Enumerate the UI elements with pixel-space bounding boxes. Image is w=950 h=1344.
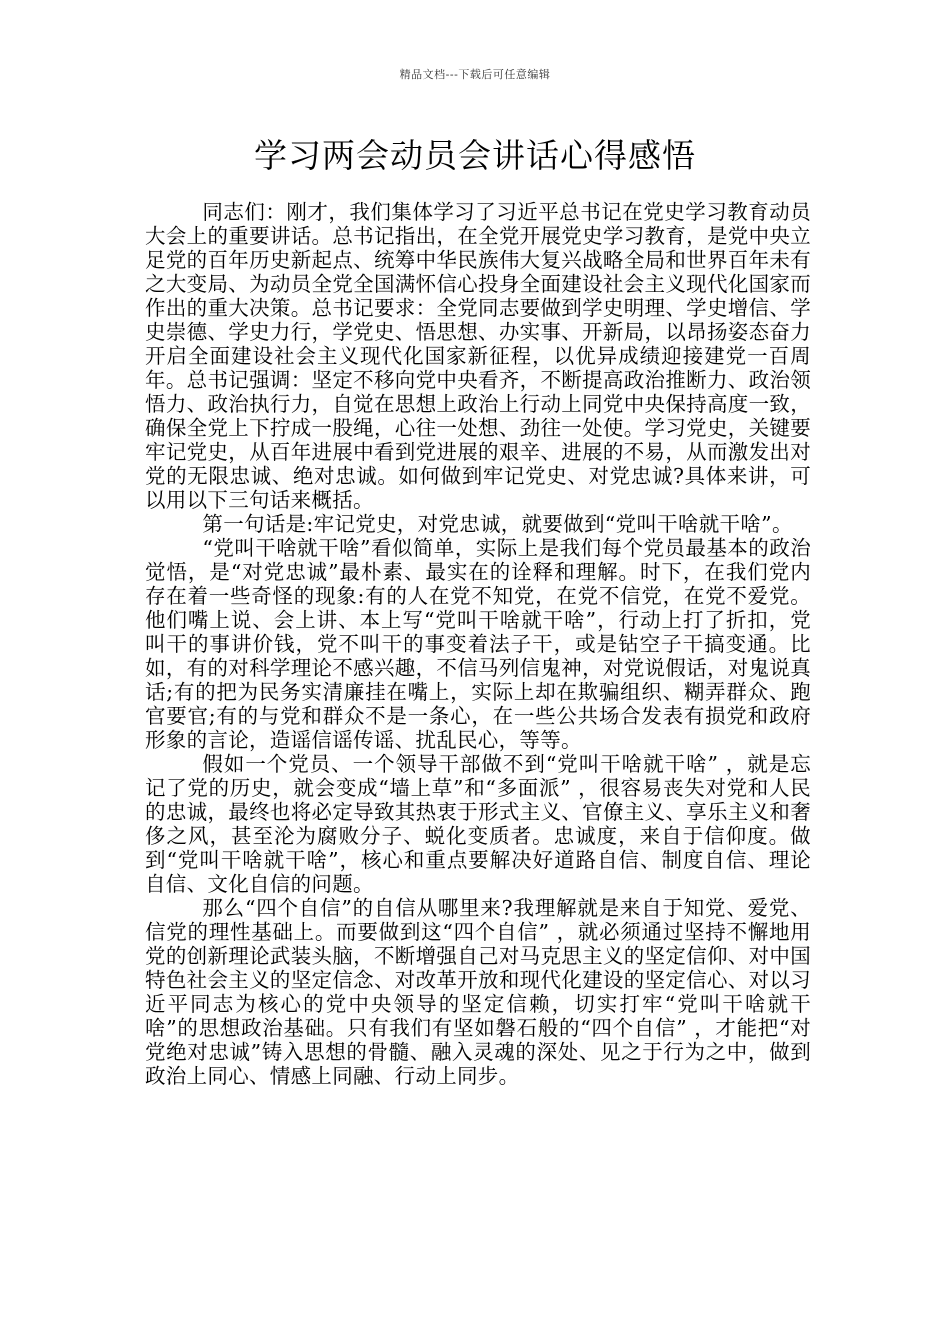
document-body <box>145 200 811 1088</box>
paragraph-1: 同志们：刚才，我们集体学习了习近平总书记在党史学习教育动员大会上的重要讲话。总书记指出，在全党开展党史学习教育，是党中央立足党的百年历史新起点、统筹中华民族伟大复兴战略全局和世界百年未有之大变局、为动员全党全国满怀信心投身全面建设社会主义现代化国家而作出的重大决策。总书记要求：全党同志要做到学史明理、学史增信、学史崇德、学史力行，学党史、悟思想、办实事、开新局，以昂扬姿态奋力开启全面建设社会主义现代化国家新征程，以优异成绩迎接建党一百周年。总书记强调：坚定不移向党中央看齐，不断提高政治推断力、政治领悟力、政治执行力，自觉在思想上政治上行动上同党中央保持高度一致，确保全党上下拧成一股绳，心往一处想、劲往一处使。学习党史，关键要牢记党史，从百年进展中看到党进展的艰辛、进展的不易，从而激发出对党的无限忠诚、绝对忠诚。如何做到牢记党史、对党忠诚?具体来讲，可以用以下三句话来概括。 <box>145 200 811 512</box>
paragraph-5: 那么“四个自信”的自信从哪里来?我理解就是来自于知党、爱党、信党的理性基础上。而要做到这“四个自信” ，就必须通过坚持不懈地用党的创新理论武装头脑，不断增强自己对马克思主义的坚定信仰、对中国特色社会主义的坚定信念、对改革开放和现代化建设的坚定信心、对以习近平同志为核心的党中央领导的坚定信赖，切实打牢“党叫干啥就干啥”的思想政治基础。只有我们有坚如磐石般的“四个自信” ，才能把“对党绝对忠诚”铸入思想的骨髓、融入灵魂的深处、见之于行为之中，做到政治上同心、情感上同融、行动上同步。 <box>145 896 811 1088</box>
paragraph-3: “党叫干啥就干啥”看似简单，实际上是我们每个党员最基本的政治觉悟，是“对党忠诚”最朴素、最实在的诠释和理解。时下，在我们党内存在着一些奇怪的现象:有的人在党不知党，在党不信党，在党不爱党。他们嘴上说、会上讲、本上写“党叫干啥就干啥”，行动上打了折扣，党叫干的事讲价钱，党不叫干的事变着法子干，或是钻空子干搞变通。比如，有的对科学理论不感兴趣，不信马列信鬼神，对党说假话，对鬼说真话;有的把为民务实清廉挂在嘴上，实际上却在欺骗组织、糊弄群众、跑官要官;有的与党和群众不是一条心，在一些公共场合发表有损党和政府形象的言论，造谣信谣传谣、扰乱民心，等等。 <box>145 536 811 752</box>
paragraph-2: 第一句话是:牢记党史，对党忠诚，就要做到“党叫干啥就干啥”。 <box>202 512 793 536</box>
header-note: 精品文档---下载后可任意编辑 <box>399 68 551 81</box>
document-title: 学习两会动员会讲话心得感悟 <box>254 136 696 175</box>
paragraph-4: 假如一个党员、一个领导干部做不到“党叫干啥就干啥” ，就是忘记了党的历史，就会变成“墙上草”和“多面派” ，很容易丧失对党和人民的忠诚，最终也将必定导致其热衷于形式主义、官僚主义、享乐主义和奢侈之风，甚至沦为腐败分子、蜕化变质者。忠诚度，来自于信仰度。做到“党叫干啥就干啥”，核心和重点要解决好道路自信、制度自信、理论自信、文化自信的问题。 <box>145 752 811 896</box>
